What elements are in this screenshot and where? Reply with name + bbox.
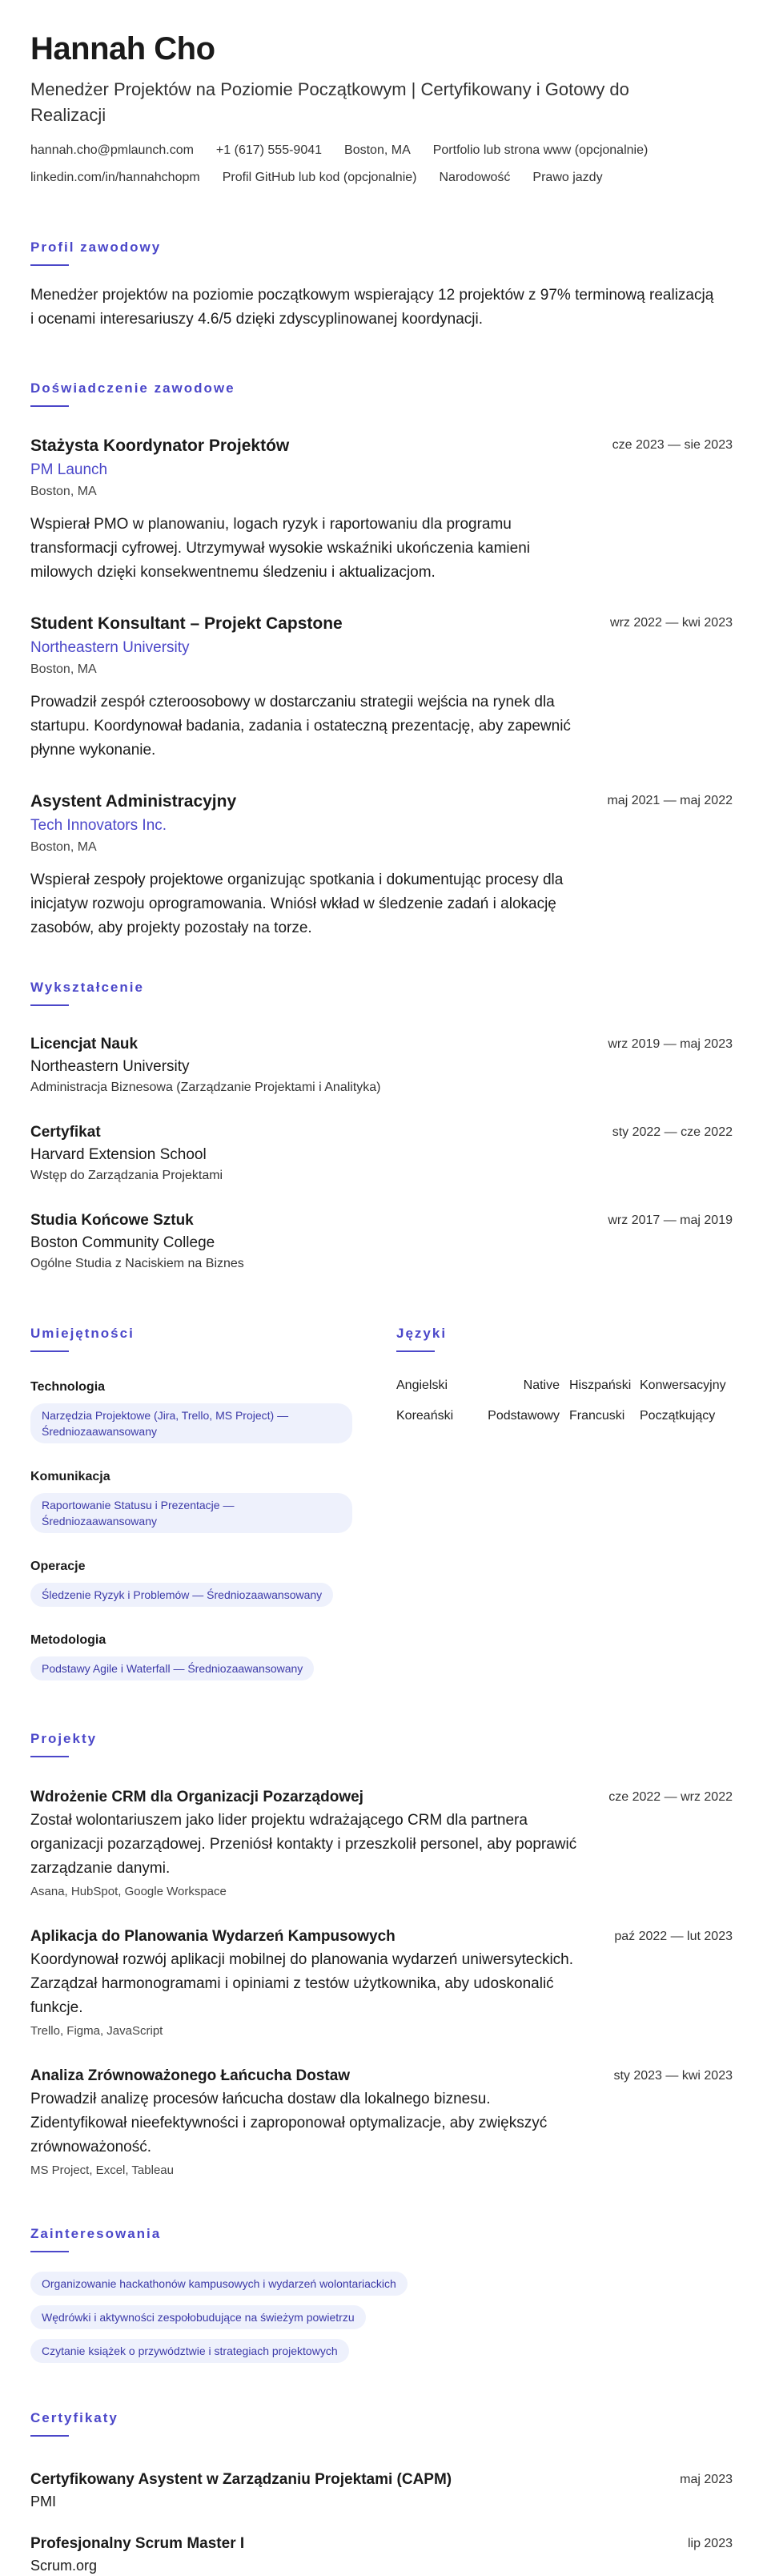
interest-chip: Wędrówki i aktywności zespołobudujące na świeżym powietrzu bbox=[30, 2305, 366, 2329]
candidate-headline: Menedżer Projektów na Poziomie Początkowym | Certyfikowany i Gotowy do Realizacji bbox=[30, 79, 629, 125]
certification-issuer: Scrum.org bbox=[30, 2558, 98, 2574]
section-title: Certyfikaty bbox=[30, 2410, 118, 2425]
skill-category: Komunikacja bbox=[30, 1470, 110, 1483]
job-dates: maj 2021 — maj 2022 bbox=[607, 794, 733, 807]
project-title: Aplikacja do Planowania Wydarzeń Kampusowych bbox=[30, 1928, 396, 1945]
certification-date: lip 2023 bbox=[687, 2537, 733, 2550]
contact-email[interactable]: hannah.cho@pmlaunch.com bbox=[30, 143, 194, 157]
certification-item bbox=[30, 2533, 733, 2576]
education-dates: wrz 2019 — maj 2023 bbox=[608, 1037, 733, 1051]
experience-item bbox=[30, 790, 733, 940]
skills-section bbox=[30, 1325, 372, 1680]
section-title: Umiejętności bbox=[30, 1326, 135, 1341]
project-tech: MS Project, Excel, Tableau bbox=[30, 2163, 174, 2177]
education-field: Ogólne Studia z Naciskiem na Biznes bbox=[30, 1257, 244, 1270]
project-tech: Trello, Figma, JavaScript bbox=[30, 2024, 163, 2038]
job-location: Boston, MA bbox=[30, 840, 97, 854]
resume-header bbox=[30, 29, 733, 187]
interests-section bbox=[30, 2225, 733, 2363]
language-name: Hiszpański bbox=[569, 1379, 632, 1392]
education-item bbox=[30, 1210, 733, 1274]
project-description: Prowadził analizę procesów łańcucha dostaw dla lokalnego biznesu. Zidentyfikował nieefektywności i zaproponował optymalizacje, aby zwiększyć zrównoważoność. bbox=[30, 2091, 548, 2155]
language-level: Konwersacyjny bbox=[640, 1379, 726, 1392]
section-divider bbox=[396, 1350, 435, 1352]
contact-github[interactable]: Profil GitHub lub kod (opcjonalnie) bbox=[222, 171, 417, 184]
interest-chip: Czytanie książek o przywództwie i strategiach projektowych bbox=[30, 2339, 349, 2363]
certification-item bbox=[30, 2469, 733, 2512]
job-location: Boston, MA bbox=[30, 662, 97, 676]
job-description: Wspierał zespoły projektowe organizując spotkania i dokumentując procesy dla inicjatyw rozwoju oprogramowania. Wniósł wkład w śledzenie zadań i alokację zasobów, aby projekty pozostały na torze. bbox=[30, 871, 564, 936]
job-company: Northeastern University bbox=[30, 639, 190, 656]
job-description: Wspierał PMO w planowaniu, logach ryzyk i raportowaniu dla programu transformacji cyfrowej. Utrzymywał wysokie wskaźniki ukończenia kamieni milowych dzięki konsekwentnemu śledzeniu i aktualizacjom. bbox=[30, 516, 531, 581]
education-school: Northeastern University bbox=[30, 1058, 190, 1075]
skills-languages-row bbox=[30, 1325, 733, 1680]
certification-title: Profesjonalny Scrum Master I bbox=[30, 2535, 245, 2552]
skill-group bbox=[30, 1378, 372, 1443]
language-list bbox=[396, 1376, 733, 1426]
education-item bbox=[30, 1033, 733, 1097]
section-title: Wykształcenie bbox=[30, 980, 144, 995]
job-title: Asystent Administracyjny bbox=[30, 792, 237, 811]
project-item bbox=[30, 1926, 733, 2041]
project-dates: paź 2022 — lut 2023 bbox=[614, 1930, 733, 1943]
contact-portfolio[interactable]: Portfolio lub strona www (opcjonalnie) bbox=[432, 143, 649, 157]
skill-chip: Narzędzia Projektowe (Jira, Trello, MS Project) — Średniozaawansowany bbox=[30, 1403, 352, 1443]
certification-issuer: PMI bbox=[30, 2493, 57, 2510]
education-degree: Studia Końcowe Sztuk bbox=[30, 1212, 194, 1229]
section-divider bbox=[30, 264, 69, 266]
language-name: Angielski bbox=[396, 1379, 448, 1392]
education-degree: Licencjat Nauk bbox=[30, 1036, 139, 1053]
project-title: Analiza Zrównoważonego Łańcucha Dostaw bbox=[30, 2067, 351, 2084]
education-degree: Certyfikat bbox=[30, 1124, 101, 1141]
language-level: Początkujący bbox=[640, 1409, 716, 1423]
education-dates: sty 2022 — cze 2022 bbox=[612, 1125, 733, 1139]
section-divider bbox=[30, 1756, 69, 1757]
project-dates: sty 2023 — kwi 2023 bbox=[613, 2069, 733, 2083]
section-divider bbox=[30, 1004, 69, 1006]
project-description: Koordynował rozwój aplikacji mobilnej do planowania wydarzeń uniwersyteckich. Zarządzał harmonogramami i opiniami z testów użytkownika, aby udoskonalić funkcje. bbox=[30, 1951, 574, 2016]
experience-section bbox=[30, 380, 733, 940]
project-tech: Asana, HubSpot, Google Workspace bbox=[30, 1885, 227, 1898]
job-company: PM Launch bbox=[30, 461, 108, 478]
project-description: Został wolontariuszem jako lider projektu wdrażającego CRM dla partnera organizacji pozarządowej. Przeniósł kontakty i przeszkolił personel, aby poprawić zarządzanie danymi. bbox=[30, 1812, 577, 1877]
section-divider bbox=[30, 405, 69, 407]
job-dates: wrz 2022 — kwi 2023 bbox=[610, 616, 733, 630]
contact-nationality: Narodowość bbox=[439, 171, 511, 184]
education-school: Boston Community College bbox=[30, 1234, 215, 1251]
skill-chip: Raportowanie Statusu i Prezentacje — Średniozaawansowany bbox=[30, 1493, 352, 1533]
section-divider bbox=[30, 2251, 69, 2252]
certification-date: maj 2023 bbox=[680, 2473, 733, 2486]
skill-group bbox=[30, 1467, 372, 1533]
project-item bbox=[30, 1786, 733, 1902]
job-company: Tech Innovators Inc. bbox=[30, 817, 167, 834]
education-field: Administracja Biznesowa (Zarządzanie Projektami i Analityka) bbox=[30, 1081, 381, 1094]
skill-category: Technologia bbox=[30, 1380, 106, 1394]
summary-text: Menedżer projektów na poziomie początkowym wspierający 12 projektów z 97% terminową realizacją i ocenami interesariuszy 4.6/5 dzięki zdyscyplinowanej koordynacji. bbox=[30, 287, 714, 328]
contact-driving-license: Prawo jazdy bbox=[532, 171, 603, 184]
contact-linkedin[interactable]: linkedin.com/in/hannahchopm bbox=[30, 171, 200, 184]
job-title: Stażysta Koordynator Projektów bbox=[30, 437, 290, 455]
education-dates: wrz 2017 — maj 2019 bbox=[608, 1214, 733, 1227]
education-section bbox=[30, 979, 733, 1274]
job-dates: cze 2023 — sie 2023 bbox=[612, 438, 733, 452]
project-item bbox=[30, 2065, 733, 2180]
education-item bbox=[30, 1121, 733, 1185]
section-divider bbox=[30, 1350, 69, 1352]
experience-item bbox=[30, 434, 733, 585]
certification-title: Certyfikowany Asystent w Zarządzaniu Projektami (CAPM) bbox=[30, 2471, 452, 2488]
language-name: Koreański bbox=[396, 1409, 454, 1423]
skill-group bbox=[30, 1631, 372, 1680]
skill-category: Operacje bbox=[30, 1560, 86, 1573]
languages-section bbox=[396, 1325, 733, 1680]
job-title: Student Konsultant – Projekt Capstone bbox=[30, 614, 343, 633]
experience-item bbox=[30, 612, 733, 763]
section-divider bbox=[30, 2435, 69, 2437]
interest-list bbox=[30, 2272, 733, 2363]
job-location: Boston, MA bbox=[30, 485, 97, 498]
project-title: Wdrożenie CRM dla Organizacji Pozarządowej bbox=[30, 1789, 363, 1805]
education-field: Wstęp do Zarządzania Projektami bbox=[30, 1169, 223, 1182]
project-dates: cze 2022 — wrz 2022 bbox=[608, 1790, 733, 1804]
section-title: Projekty bbox=[30, 1731, 98, 1746]
skill-chip: Podstawy Agile i Waterfall — Średniozaawansowany bbox=[30, 1656, 314, 1680]
section-title: Zainteresowania bbox=[30, 2226, 162, 2241]
contact-phone[interactable]: +1 (617) 555-9041 bbox=[215, 143, 323, 157]
education-school: Harvard Extension School bbox=[30, 1146, 207, 1163]
section-title: Profil zawodowy bbox=[30, 239, 162, 255]
language-name: Francuski bbox=[569, 1409, 625, 1423]
section-title: Języki bbox=[396, 1326, 448, 1341]
certifications-section bbox=[30, 2409, 733, 2576]
language-level: Native bbox=[523, 1379, 560, 1392]
language-level: Podstawowy bbox=[488, 1409, 560, 1423]
skill-chip: Śledzenie Ryzyk i Problemów — Średniozaawansowany bbox=[30, 1583, 333, 1607]
skill-group bbox=[30, 1557, 372, 1607]
contact-list bbox=[30, 141, 733, 187]
job-description: Prowadził zespół czteroosobowy w dostarczaniu strategii wejścia na rynek dla startupu. Koordynował badania, zadania i ostateczną prezentację, aby zapewnić płynne wykonanie. bbox=[30, 694, 571, 759]
candidate-name: Hannah Cho bbox=[30, 31, 215, 66]
contact-location: Boston, MA bbox=[344, 143, 411, 157]
skill-category: Metodologia bbox=[30, 1633, 106, 1647]
interest-chip: Organizowanie hackathonów kampusowych i wydarzeń wolontariackich bbox=[30, 2272, 408, 2296]
section-title: Doświadczenie zawodowe bbox=[30, 380, 235, 396]
projects-section bbox=[30, 1730, 733, 2180]
summary-section bbox=[30, 239, 733, 332]
